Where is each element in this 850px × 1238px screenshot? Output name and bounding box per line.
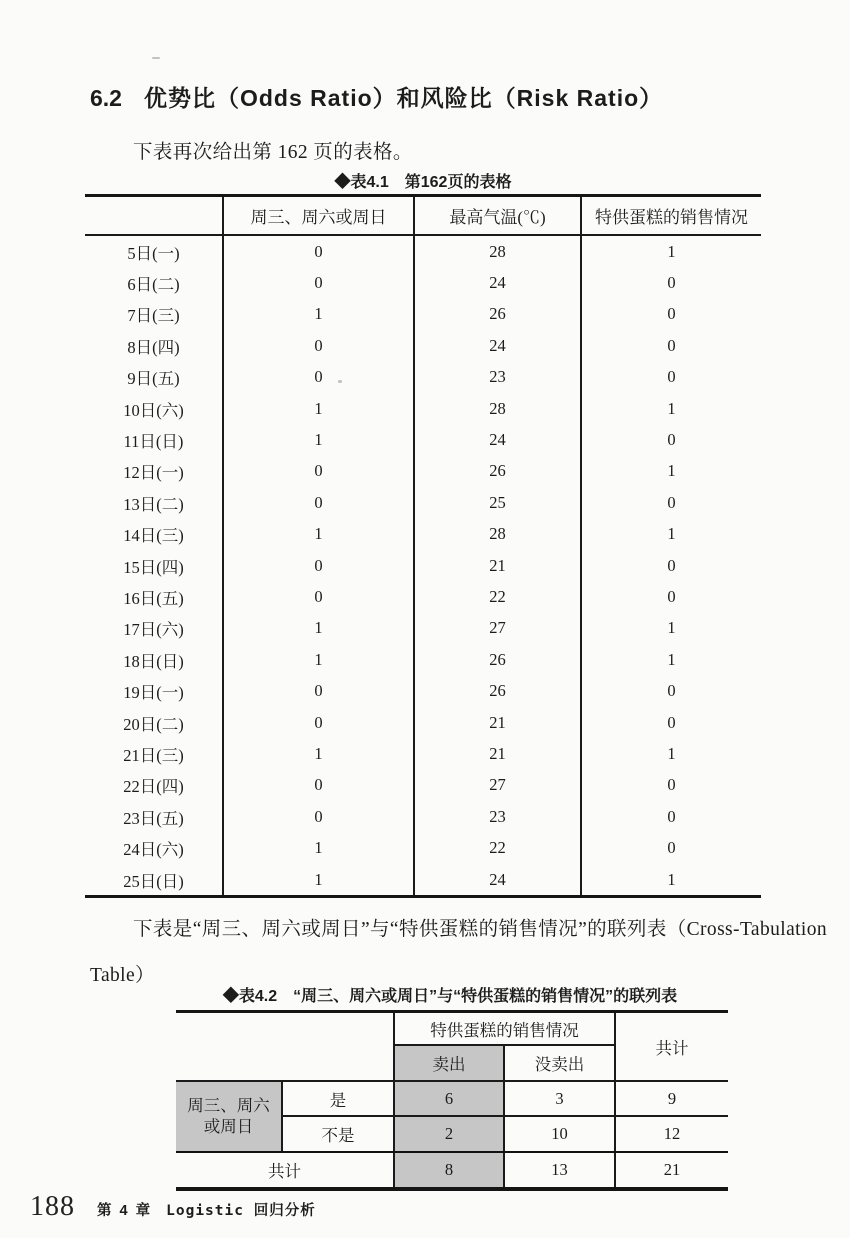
not-sold-value-cell: 10 [504, 1116, 615, 1152]
table-4-2-row-yes [176, 1081, 728, 1116]
wed-sat-sun-cell: 1 [223, 738, 414, 769]
max-temp-cell: 23 [414, 362, 581, 393]
crosstab-paragraph-line-1: 下表是“周三、周六或周日”与“特供蛋糕的销售情况”的联列表（Cross-Tabulation [133, 919, 828, 940]
table-4-2-caption: ◆表4.2 “周三、周六或周日”与“特供蛋糕的销售情况”的联列表 [222, 988, 678, 1005]
cake-sold-cell: 1 [581, 644, 761, 675]
day-cell: 5日(一) [127, 243, 180, 263]
max-temp-cell: 28 [414, 393, 581, 424]
day-cell: 23日(五) [123, 808, 184, 828]
cake-sold-cell: 0 [581, 675, 761, 706]
max-temp-cell: 24 [414, 864, 581, 897]
max-temp-cell: 23 [414, 801, 581, 832]
table-row [85, 738, 761, 769]
wed-sat-sun-cell: 1 [223, 519, 414, 550]
cake-sold-cell: 0 [581, 330, 761, 361]
header-cell-wed-sat-sun: 周三、周六或周日 [223, 196, 414, 236]
day-cell: 19日(一) [123, 683, 184, 703]
sold-total-cell: 8 [394, 1152, 504, 1189]
cake-sold-cell: 0 [581, 801, 761, 832]
day-cell: 20日(二) [123, 714, 184, 734]
max-temp-cell: 24 [414, 424, 581, 455]
cake-sold-cell: 0 [581, 581, 761, 612]
table-4-2 [176, 1010, 728, 1191]
section-number: 6.2 [90, 85, 122, 111]
page-number: 188 [30, 1191, 75, 1222]
section-title: 优势比（Odds Ratio）和风险比（Risk Ratio） [143, 85, 664, 111]
cake-sold-cell: 0 [581, 770, 761, 801]
cake-sold-cell: 1 [581, 613, 761, 644]
crosstab-paragraph-line-2: Table） [90, 965, 155, 986]
table-row [85, 487, 761, 518]
table-row [85, 675, 761, 706]
table-4-1-caption: ◆表4.1 第162页的表格 [334, 174, 512, 191]
max-temp-cell: 27 [414, 613, 581, 644]
max-temp-cell: 28 [414, 519, 581, 550]
day-cell: 11日(日) [123, 432, 184, 452]
wed-sat-sun-cell: 0 [223, 550, 414, 581]
table-row [85, 330, 761, 361]
max-temp-cell: 24 [414, 267, 581, 298]
wed-sat-sun-cell: 0 [223, 456, 414, 487]
col-group-header-cell: 特供蛋糕的销售情况 [394, 1012, 615, 1046]
table-row [85, 267, 761, 298]
table-row [85, 424, 761, 455]
table-row [85, 393, 761, 424]
table-4-2-header-row-1 [176, 1012, 728, 1046]
max-temp-cell: 25 [414, 487, 581, 518]
max-temp-cell: 26 [414, 299, 581, 330]
wed-sat-sun-cell: 0 [223, 267, 414, 298]
max-temp-cell: 28 [414, 235, 581, 267]
cake-sold-cell: 1 [581, 519, 761, 550]
total-row-label-cell: 共计 [176, 1152, 394, 1189]
row-label-cell: 是 [282, 1081, 394, 1116]
wed-sat-sun-cell: 0 [223, 675, 414, 706]
day-cell: 17日(六) [123, 620, 184, 640]
subheader-sold-cell: 卖出 [394, 1045, 504, 1081]
cake-sold-cell: 0 [581, 299, 761, 330]
wed-sat-sun-cell: 0 [223, 581, 414, 612]
table-4-1-body [85, 235, 761, 897]
cake-sold-cell: 1 [581, 393, 761, 424]
max-temp-cell: 27 [414, 770, 581, 801]
table-row [85, 581, 761, 612]
grand-total-cell: 21 [615, 1152, 728, 1189]
header-cell-empty [85, 196, 223, 236]
table-row [85, 644, 761, 675]
max-temp-cell: 22 [414, 581, 581, 612]
day-cell: 10日(六) [123, 400, 184, 420]
max-temp-cell: 26 [414, 644, 581, 675]
day-cell: 7日(三) [127, 306, 180, 326]
day-cell: 8日(四) [127, 337, 180, 357]
table-row [85, 801, 761, 832]
chapter-label: 第 4 章 [97, 1203, 153, 1219]
table-row [85, 832, 761, 863]
row-label-cell: 不是 [282, 1116, 394, 1152]
day-cell: 22日(四) [123, 777, 184, 797]
wed-sat-sun-cell: 1 [223, 424, 414, 455]
wed-sat-sun-cell: 0 [223, 330, 414, 361]
cake-sold-cell: 1 [581, 235, 761, 267]
wed-sat-sun-cell: 0 [223, 707, 414, 738]
total-column-header-cell: 共计 [615, 1012, 728, 1082]
table-4-1 [85, 194, 761, 898]
chapter-title: Logistic 回归分析 [166, 1203, 316, 1219]
table-row [85, 613, 761, 644]
table-row [85, 707, 761, 738]
wed-sat-sun-cell: 1 [223, 613, 414, 644]
header-cell-cake-sales: 特供蛋糕的销售情况 [581, 196, 761, 236]
wed-sat-sun-cell: 0 [223, 770, 414, 801]
wed-sat-sun-cell: 0 [223, 235, 414, 267]
cake-sold-cell: 0 [581, 424, 761, 455]
blank-corner-cell [176, 1012, 394, 1082]
wed-sat-sun-cell: 0 [223, 801, 414, 832]
cake-sold-cell: 0 [581, 267, 761, 298]
not-sold-value-cell: 3 [504, 1081, 615, 1116]
table-row [85, 550, 761, 581]
table-row [85, 770, 761, 801]
table-4-2-total-row [176, 1152, 728, 1189]
cake-sold-cell: 0 [581, 487, 761, 518]
wed-sat-sun-cell: 1 [223, 393, 414, 424]
wed-sat-sun-cell: 1 [223, 644, 414, 675]
table-row [85, 235, 761, 267]
table-4-1-header-row [85, 196, 761, 236]
table-row [85, 362, 761, 393]
max-temp-cell: 21 [414, 550, 581, 581]
section-heading [90, 80, 663, 113]
row-total-cell: 12 [615, 1116, 728, 1152]
wed-sat-sun-cell: 1 [223, 864, 414, 897]
table-row [85, 456, 761, 487]
max-temp-cell: 26 [414, 456, 581, 487]
day-cell: 14日(三) [123, 526, 184, 546]
day-cell: 6日(二) [127, 275, 180, 295]
cake-sold-cell: 1 [581, 738, 761, 769]
header-cell-max-temp: 最高气温(℃) [414, 196, 581, 236]
table-row [85, 864, 761, 897]
day-cell: 15日(四) [123, 557, 184, 577]
max-temp-cell: 22 [414, 832, 581, 863]
table-row [85, 299, 761, 330]
row-total-cell: 9 [615, 1081, 728, 1116]
sold-value-cell: 2 [394, 1116, 504, 1152]
row-group-header-cell: 周三、周六 或周日 [176, 1081, 282, 1152]
intro-paragraph: 下表再次给出第 162 页的表格。 [133, 142, 413, 163]
day-cell: 9日(五) [127, 369, 180, 389]
max-temp-cell: 24 [414, 330, 581, 361]
wed-sat-sun-cell: 0 [223, 487, 414, 518]
cake-sold-cell: 1 [581, 456, 761, 487]
cake-sold-cell: 1 [581, 864, 761, 897]
day-cell: 13日(二) [123, 494, 184, 514]
cake-sold-cell: 0 [581, 362, 761, 393]
scan-artifact [152, 57, 160, 59]
cake-sold-cell: 0 [581, 550, 761, 581]
subheader-not-sold-cell: 没卖出 [504, 1045, 615, 1081]
page-footer [30, 1191, 316, 1223]
day-cell: 18日(日) [123, 651, 184, 671]
day-cell: 12日(一) [123, 463, 184, 483]
cake-sold-cell: 0 [581, 832, 761, 863]
max-temp-cell: 26 [414, 675, 581, 706]
wed-sat-sun-cell: 1 [223, 832, 414, 863]
day-cell: 25日(日) [123, 871, 184, 891]
day-cell: 24日(六) [123, 840, 184, 860]
max-temp-cell: 21 [414, 707, 581, 738]
max-temp-cell: 21 [414, 738, 581, 769]
wed-sat-sun-cell: 1 [223, 299, 414, 330]
not-sold-total-cell: 13 [504, 1152, 615, 1189]
cake-sold-cell: 0 [581, 707, 761, 738]
day-cell: 21日(三) [123, 745, 184, 765]
table-row [85, 519, 761, 550]
wed-sat-sun-cell: 0 [223, 362, 414, 393]
day-cell: 16日(五) [123, 588, 184, 608]
sold-value-cell: 6 [394, 1081, 504, 1116]
